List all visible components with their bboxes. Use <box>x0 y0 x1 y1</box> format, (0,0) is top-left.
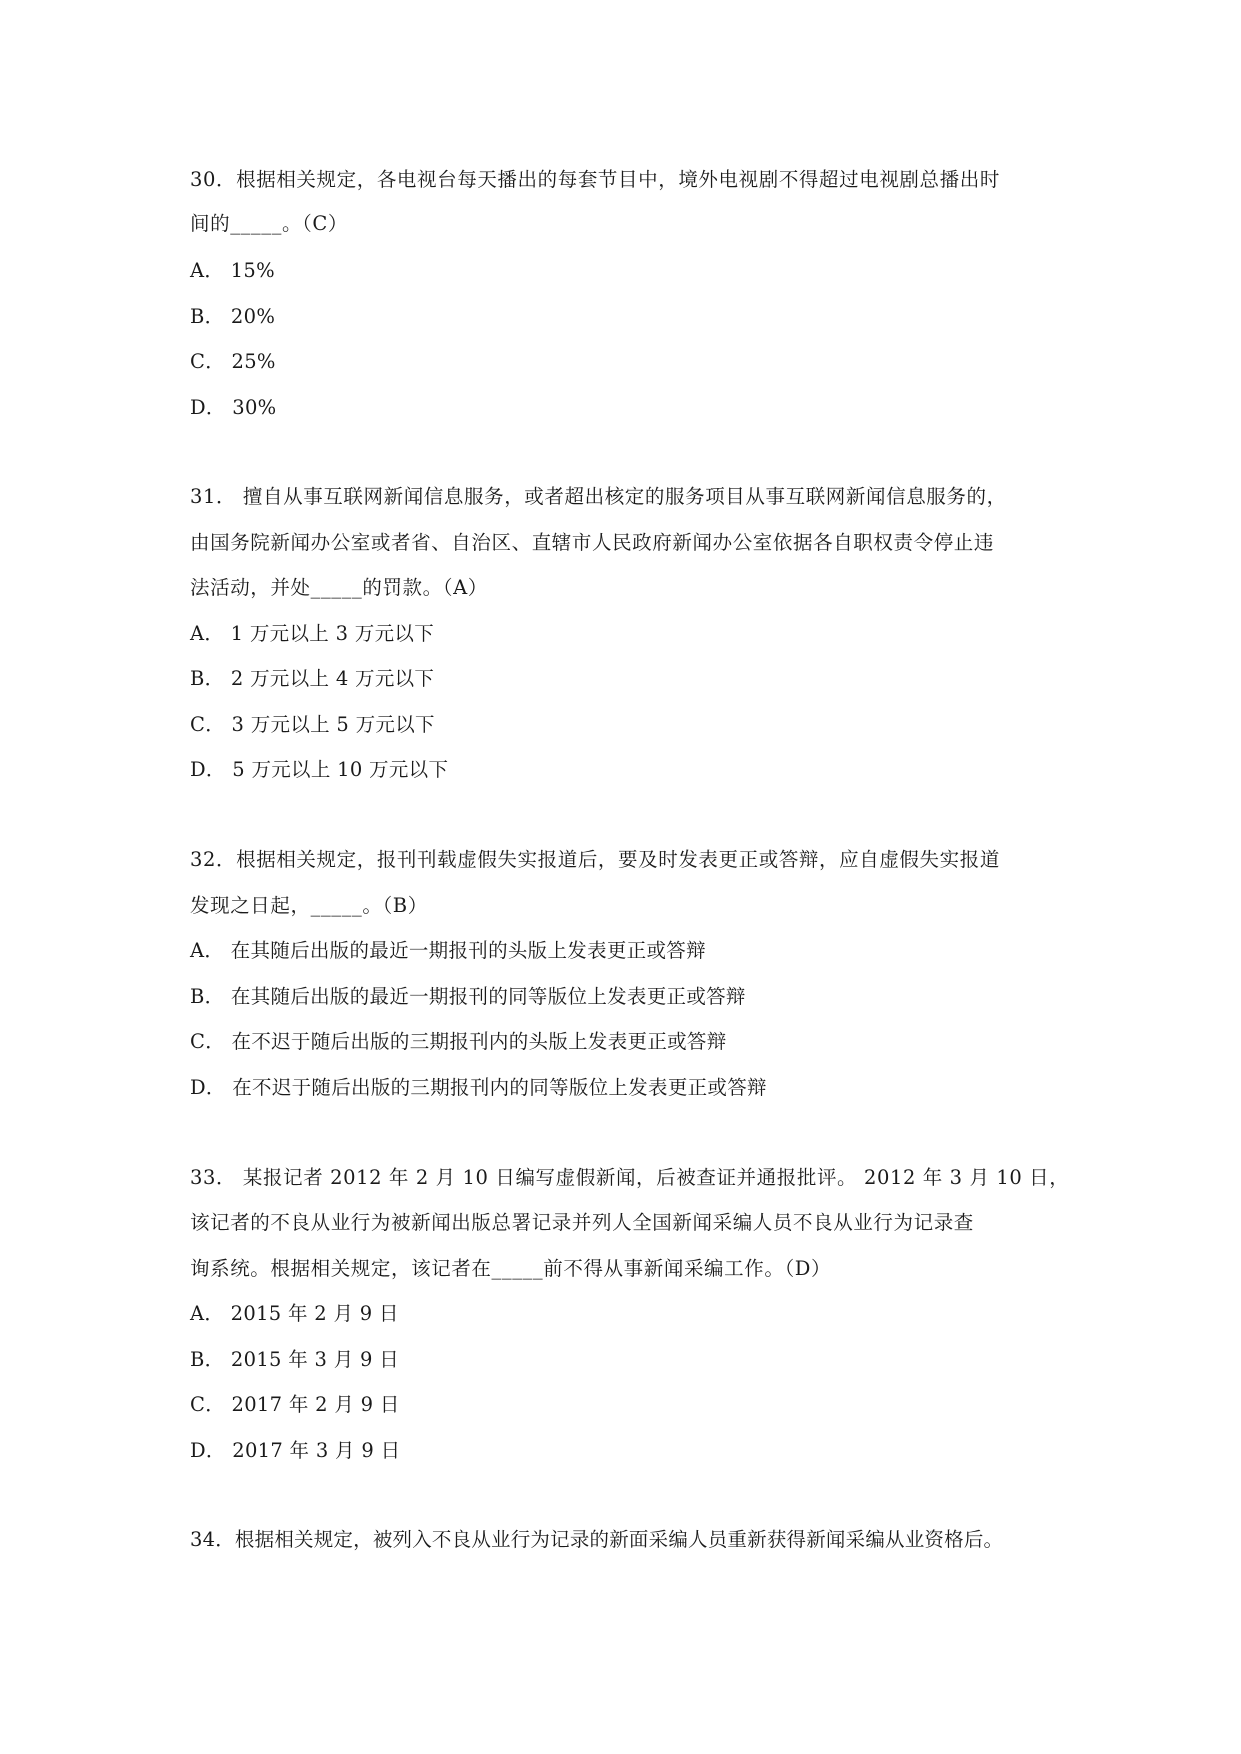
question-stem-line: 31． 擅自从事互联网新闻信息服务，或者超出核定的服务项目从事互联网新闻信息服务的， <box>190 485 1007 508</box>
question-stem-line: 法活动，并处_____的罚款。（A） <box>190 576 488 599</box>
option-b: B． 2015 年 3 月 9 日 <box>190 1348 400 1371</box>
option-c: C． 25% <box>190 350 276 373</box>
question-stem-line: 发现之日起，_____。（B） <box>190 894 428 917</box>
option-a: A． 15% <box>190 259 275 282</box>
option-a: A． 2015 年 2 月 9 日 <box>190 1302 399 1325</box>
question-stem-line: 30．根据相关规定，各电视台每天播出的每套节目中，境外电视剧不得超过电视剧总播出时 <box>190 168 1000 191</box>
option-d: D． 5 万元以上 10 万元以下 <box>190 758 449 781</box>
question-stem-line: 间的_____。（C） <box>190 212 349 235</box>
option-a: A． 在其随后出版的最近一期报刊的头版上发表更正或答辩 <box>190 939 706 962</box>
option-b: B． 20% <box>190 305 276 328</box>
option-c: C． 2017 年 2 月 9 日 <box>190 1393 400 1416</box>
option-c: C． 3 万元以上 5 万元以下 <box>190 713 435 736</box>
question-stem-line: 由国务院新闻办公室或者省、自治区、直辖市人民政府新闻办公室依据各自职权责令停止违 <box>190 531 995 554</box>
option-d: D． 在不迟于随后出版的三期报刊内的同等版位上发表更正或答辩 <box>190 1076 767 1099</box>
question-stem-line: 34．根据相关规定，被列入不良从业行为记录的新面采编人员重新获得新闻采编从业资格后。 <box>190 1528 1004 1551</box>
option-a: A． 1 万元以上 3 万元以下 <box>190 622 434 645</box>
option-b: B． 2 万元以上 4 万元以下 <box>190 667 435 690</box>
question-stem-line: 该记者的不良从业行为被新闻出版总署记录并列人全国新闻采编人员不良从业行为记录查 <box>190 1211 974 1234</box>
option-d: D． 30% <box>190 396 277 419</box>
question-stem-line: 询系统。根据相关规定，该记者在_____前不得从事新闻采编工作。（D） <box>190 1257 832 1280</box>
option-b: B． 在其随后出版的最近一期报刊的同等版位上发表更正或答辩 <box>190 985 746 1008</box>
option-d: D． 2017 年 3 月 9 日 <box>190 1439 401 1462</box>
question-stem-line: 33． 某报记者 2012 年 2 月 10 日编写虚假新闻，后被查证并通报批评。 2012 年 3 月 10 日， <box>190 1166 1070 1189</box>
option-c: C． 在不迟于随后出版的三期报刊内的头版上发表更正或答辩 <box>190 1030 727 1053</box>
question-stem-line: 32．根据相关规定，报刊刊载虚假失实报道后，要及时发表更正或答辩，应自虚假失实报道 <box>190 848 1000 871</box>
